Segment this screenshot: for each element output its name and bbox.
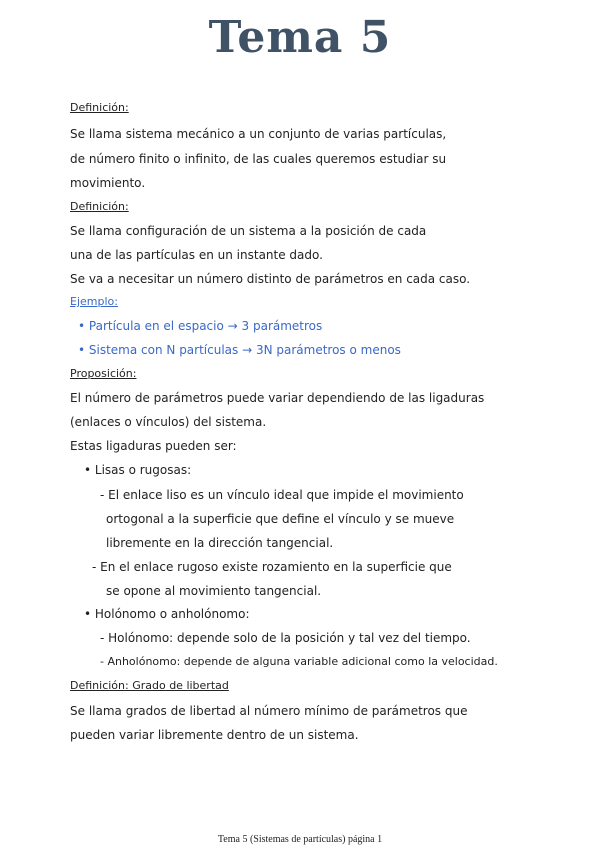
text-line: (enlaces o vínculos) del sistema. [70, 415, 267, 429]
heading-ejemplo: Ejemplo: [70, 295, 118, 308]
heading-grado-de-libertad: Definición: Grado de libertad [70, 679, 229, 692]
text-line: una de las partículas en un instante dado. [70, 248, 323, 262]
sub-item: - El enlace liso es un vínculo ideal que impide el movimiento [100, 488, 464, 502]
text-line: Se llama grados de libertad al número mínimo de parámetros que [70, 704, 468, 718]
bullet-item: • Lisas o rugosas: [84, 463, 192, 477]
text-line: Se va a necesitar un número distinto de parámetros en cada caso. [70, 272, 471, 286]
text-line: Se llama sistema mecánico a un conjunto de varias partículas, [70, 127, 447, 141]
text-line: de número finito o infinito, de las cuales queremos estudiar su [70, 152, 447, 166]
text-line: movimiento. [70, 176, 146, 190]
sub-item: - Anholónomo: depende de alguna variable adicional como la velocidad. [100, 655, 498, 668]
sub-item: - Holónomo: depende solo de la posición y tal vez del tiempo. [100, 631, 471, 645]
sub-item-continuation: se opone al movimiento tangencial. [106, 584, 322, 598]
heading-proposicion: Proposición: [70, 367, 137, 380]
text-line: pueden variar libremente dentro de un sistema. [70, 728, 359, 742]
example-item: • Sistema con N partículas → 3N parámetros o menos [78, 343, 401, 357]
heading-definicion-1: Definición: [70, 101, 129, 114]
example-item: • Partícula en el espacio → 3 parámetros [78, 319, 323, 333]
text-line: Se llama configuración de un sistema a la posición de cada [70, 224, 427, 238]
page-footer: Tema 5 (Sistemas de partículas) página 1 [217, 834, 383, 845]
page-title: Tema 5 [208, 12, 392, 63]
text-line: Estas ligaduras pueden ser: [70, 439, 237, 453]
sub-item-continuation: ortogonal a la superficie que define el vínculo y se mueve [106, 512, 455, 526]
text-line: El número de parámetros puede variar dependiendo de las ligaduras [70, 391, 485, 405]
sub-item: - En el enlace rugoso existe rozamiento en la superficie que [92, 560, 452, 574]
bullet-item: • Holónomo o anholónomo: [84, 607, 250, 621]
heading-definicion-2: Definición: [70, 200, 129, 213]
sub-item-continuation: libremente en la dirección tangencial. [106, 536, 334, 550]
